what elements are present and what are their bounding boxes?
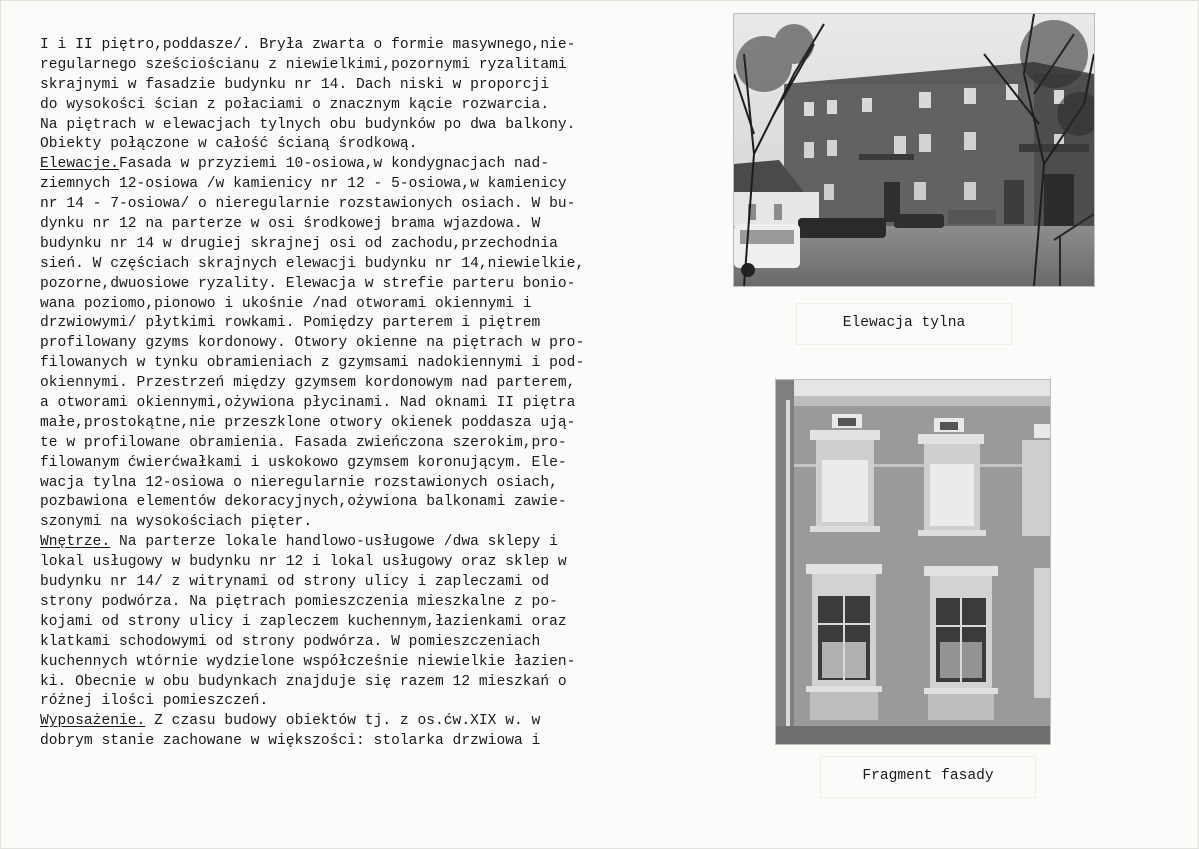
text-line xyxy=(40,275,690,295)
typed-description-text xyxy=(40,36,690,752)
text-segment: profilowany gzyms kordonowy. Otwory okienne na piętrach w pro- xyxy=(40,335,585,352)
text-segment: drzwiowymi/ płytkimi rowkami. Pomiędzy parterem i piętrem xyxy=(40,315,541,332)
text-segment: Obiekty połączone w całość ścianą środkową. xyxy=(40,136,418,153)
text-segment: wacja tylna 12-osiowa o nieregularnie rozstawionych osiach, xyxy=(40,474,558,491)
text-segment: dynku nr 12 na parterze w osi środkowej brama wjazdowa. W xyxy=(40,216,541,233)
text-segment: szonymi na wysokościach pięter. xyxy=(40,514,313,531)
text-segment: a otworami okiennymi,ożywiona płycinami. Nad oknami II piętra xyxy=(40,395,576,412)
text-line xyxy=(40,175,690,195)
section-heading: Wyposażenie. xyxy=(40,713,146,730)
text-segment: budynku nr 14/ z witrynami od strony ulicy i zapleczami od xyxy=(40,574,550,591)
text-line xyxy=(40,513,690,533)
text-line xyxy=(40,573,690,593)
text-line xyxy=(40,374,690,394)
text-line xyxy=(40,414,690,434)
text-line xyxy=(40,732,690,752)
text-line xyxy=(40,255,690,275)
text-segment: pozbawiona elementów dekoracyjnych,ożywiona balkonami zawie- xyxy=(40,494,567,511)
text-line xyxy=(40,314,690,334)
text-segment: ziemnych 12-osiowa /w kamienicy nr 12 - 5-osiowa,w kamienicy xyxy=(40,176,567,193)
text-line xyxy=(40,493,690,513)
text-segment: wana poziomo,pionowo i ukośnie /nad otworami okiennymi i xyxy=(40,295,532,312)
text-line xyxy=(40,76,690,96)
caption-facade-fragment: Fragment fasady xyxy=(820,756,1036,798)
facade-fragment-image xyxy=(776,380,1050,744)
text-line xyxy=(40,195,690,215)
text-segment: budynku nr 14 w drugiej skrajnej osi od zachodu,przechodnia xyxy=(40,235,558,252)
text-line xyxy=(40,712,690,732)
text-line xyxy=(40,334,690,354)
text-line xyxy=(40,553,690,573)
text-segment: Na piętrach w elewacjach tylnych obu budynków po dwa balkony. xyxy=(40,116,576,133)
photo-facade-fragment xyxy=(776,380,1050,744)
text-segment: dobrym stanie zachowane w większości: stolarka drzwiowa i xyxy=(40,733,541,750)
text-segment: regularnego sześciościanu z niewielkimi,pozornymi ryzalitami xyxy=(40,56,567,73)
text-line xyxy=(40,116,690,136)
text-segment: Fasada w przyziemi 10-osiowa,w kondygnacjach nad- xyxy=(119,156,550,173)
text-segment: różnej ilości pomieszczeń. xyxy=(40,693,269,710)
text-segment: ki. Obecnie w obu budynkach znajduje się razem 12 mieszkań o xyxy=(40,673,567,690)
text-segment: sień. W częściach skrajnych elewacji budynku nr 14,niewielkie, xyxy=(40,255,585,272)
text-segment: lokal usługowy w budynku nr 12 i lokal usługowy oraz sklep w xyxy=(40,554,567,571)
text-segment: Na parterze lokale handlowo-usługowe /dwa sklepy i xyxy=(110,534,558,551)
text-line xyxy=(40,295,690,315)
text-line xyxy=(40,394,690,414)
text-line xyxy=(40,692,690,712)
rear-elevation-image xyxy=(734,14,1094,286)
text-line xyxy=(40,155,690,175)
text-segment: filowanych w tynku obramieniach z gzymsami nadokiennymi i pod- xyxy=(40,355,585,372)
text-line xyxy=(40,434,690,454)
text-segment: klatkami schodowymi od strony podwórza. W pomieszczeniach xyxy=(40,633,541,650)
text-segment: filowanym ćwierćwałkami i uskokowo gzymsem koronującym. Ele- xyxy=(40,454,567,471)
text-line xyxy=(40,613,690,633)
text-line xyxy=(40,135,690,155)
section-heading: Wnętrze. xyxy=(40,534,111,551)
text-line xyxy=(40,56,690,76)
text-line xyxy=(40,96,690,116)
text-segment: pozorne,dwuosiowe ryzality. Elewacja w strefie parteru bonio- xyxy=(40,275,576,292)
text-line xyxy=(40,653,690,673)
text-segment: do wysokości ścian z połaciami o znacznym kącie rozwarcia. xyxy=(40,96,550,113)
text-line xyxy=(40,633,690,653)
text-segment: kojami od strony ulicy i zapleczem kuchennym,łazienkami oraz xyxy=(40,613,567,630)
section-heading: Elewacje. xyxy=(40,156,119,173)
text-line xyxy=(40,593,690,613)
caption-rear-elevation: Elewacja tylna xyxy=(796,303,1012,345)
text-line xyxy=(40,354,690,374)
text-segment: nr 14 - 7-osiowa/ o nieregularnie rozstawionych osiach. W bu- xyxy=(40,196,576,213)
photo-rear-elevation xyxy=(734,14,1094,286)
text-segment: kuchennych wtórnie wydzielone współcześnie niewielkie łazien- xyxy=(40,653,576,670)
text-line xyxy=(40,36,690,56)
text-line xyxy=(40,235,690,255)
text-line xyxy=(40,454,690,474)
text-segment: Z czasu budowy obiektów tj. z os.ćw.XIX w. w xyxy=(145,713,541,730)
text-line xyxy=(40,215,690,235)
text-segment: małe,prostokątne,nie przeszklone otwory okienek poddasza ują- xyxy=(40,414,576,431)
text-line xyxy=(40,474,690,494)
text-segment: skrajnymi w fasadzie budynku nr 14. Dach niski w proporcji xyxy=(40,76,550,93)
text-line xyxy=(40,533,690,553)
text-segment: te w profilowane obramienia. Fasada zwieńczona szerokim,pro- xyxy=(40,434,567,451)
text-line xyxy=(40,673,690,693)
text-segment: I i II piętro,poddasze/. Bryła zwarta o formie masywnego,nie- xyxy=(40,37,576,53)
text-segment: strony podwórza. Na piętrach pomieszczenia mieszkalne z po- xyxy=(40,593,558,610)
text-segment: okiennymi. Przestrzeń między gzymsem kordonowym nad parterem, xyxy=(40,375,576,392)
